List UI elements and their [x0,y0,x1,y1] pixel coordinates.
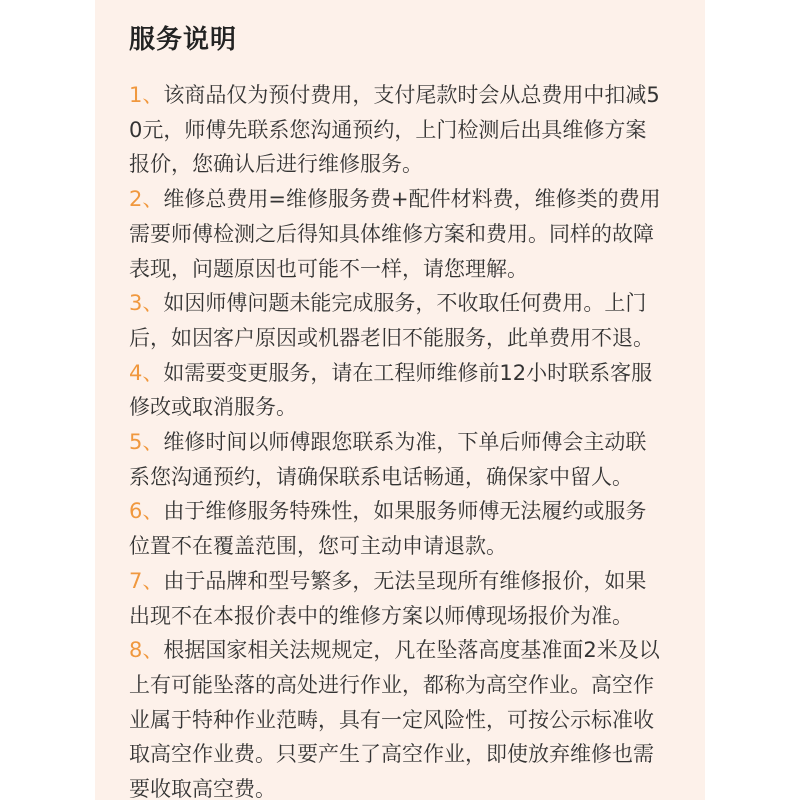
item-text: 如因师傅问题未能完成服务，不收取任何费用。上门后，如因客户原因或机器老旧不能服务，此单费用不退。 [129,291,654,350]
notice-item-1 [129,78,667,182]
item-number: 6、 [129,499,164,524]
item-number: 5、 [129,430,164,455]
service-notice-panel [95,0,705,800]
item-number: 4、 [129,360,164,385]
item-text: 维修时间以师傅跟您联系为准，下单后师傅会主动联系您沟通预约，请确保联系电话畅通，确保家中留人。 [129,430,647,489]
item-number: 1、 [129,83,164,107]
item-text: 由于维修服务特殊性，如果服务师傅无法履约或服务位置不在覆盖范围，您可主动申请退款。 [129,499,647,559]
page-title: 服务说明 [129,25,238,55]
item-text: 该商品仅为预付费用，支付尾款时会从总费用中扣减50元，师傅先联系您沟通预约，上门检测后出具维修方案报价，您确认后进行维修服务。 [129,83,660,177]
notice-item-3 [129,286,667,355]
notice-item-8 [129,633,667,807]
item-text: 由于品牌和型号繁多，无法呈现所有维修报价，如果出现不在本报价表中的维修方案以师傅现场报价为准。 [129,568,647,628]
item-number: 8、 [129,638,164,663]
notice-item-2 [129,182,667,286]
item-number: 3、 [129,291,164,316]
notice-list [129,78,705,807]
item-number: 2、 [129,187,164,212]
notice-item-6 [129,494,667,563]
notice-item-5 [129,425,667,494]
notice-item-7 [129,564,667,633]
notice-item-4 [129,356,667,425]
item-number: 7、 [129,568,164,593]
item-text: 根据国家相关法规规定，凡在坠落高度基准面2米及以上有可能坠落的高处进行作业，都称为高空作业。高空作业属于特种作业范畴，具有一定风险性，可按公示标准收取高空作业费。只要产生了高空作业，即使放弃维修也需要收取高空费。 [129,638,660,802]
item-text: 维修总费用=维修服务费+配件材料费，维修类的费用需要师傅检测之后得知具体维修方案和费用。同样的故障表现，问题原因也可能不一样，请您理解。 [129,187,661,281]
item-text: 如需要变更服务，请在工程师维修前12小时联系客服修改或取消服务。 [129,360,653,420]
